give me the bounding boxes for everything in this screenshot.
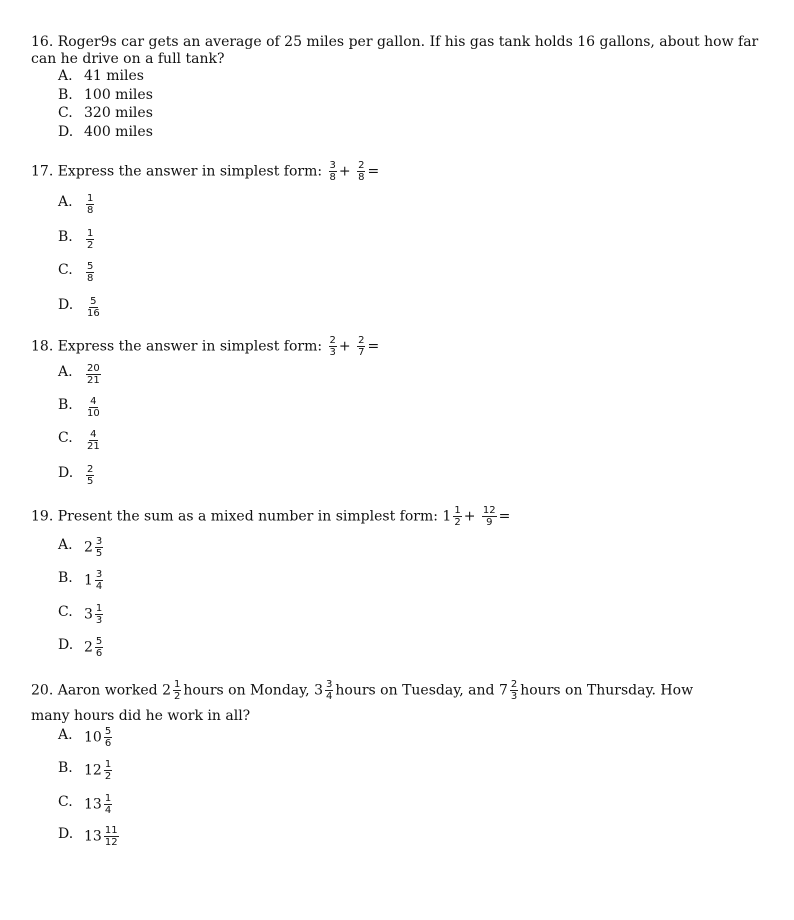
option-letter: A.	[58, 194, 73, 210]
option-letter: D.	[58, 124, 74, 140]
option-letter: A.	[58, 364, 73, 380]
q16-option-c[interactable]	[58, 104, 153, 122]
option-text: 100 miles	[84, 87, 153, 103]
fraction: $\frac{1}{2}$	[104, 759, 112, 782]
question-16-text-cont: can he drive on a full tank?	[31, 51, 225, 67]
fraction: $\frac{1}{2}$	[87, 228, 94, 251]
option-letter: B.	[58, 229, 73, 245]
option-letter: B.	[58, 397, 73, 413]
question-20-text-cont: many hours did he work in all?	[31, 708, 251, 724]
option-letter: D.	[58, 637, 74, 653]
question-19: 19. Present the sum as a mixed number in simplest form: 1 $\frac{1}{2}$ + $\frac{12}{9}$ =	[31, 505, 511, 528]
fraction: $\frac{1}{2}$	[173, 679, 181, 702]
fraction: $\frac{4}{10}$	[87, 396, 100, 419]
fraction: $\frac{5}{6}$	[104, 726, 112, 749]
fraction: $\frac{3}{5}$	[95, 536, 103, 559]
option-letter: B.	[58, 570, 73, 586]
q17-option-c[interactable]	[58, 261, 94, 284]
question-16-text: 16. Roger9s car gets an average of 25 miles per gallon. If his gas tank holds 16 gallons, about how far	[31, 34, 759, 50]
q16-option-d[interactable]	[58, 123, 153, 141]
fraction: $\frac{12}{9}$	[482, 505, 496, 528]
fraction: $\frac{2}{3}$	[510, 679, 518, 702]
fraction: $\frac{5}{8}$	[87, 261, 94, 284]
fraction: $\frac{1}{2}$	[454, 505, 461, 528]
fraction: $\frac{3}{4}$	[326, 679, 333, 702]
question-19-prompt: 19. Present the sum as a mixed number in simplest form:	[31, 508, 438, 525]
option-letter: A.	[58, 68, 73, 84]
q19-option-b[interactable]: B. 1 $\frac{3}{4}$	[58, 569, 103, 592]
option-letter: C.	[58, 262, 73, 278]
q16-option-b[interactable]	[58, 86, 153, 104]
q19-option-c[interactable]: C. 3 $\frac{1}{3}$	[58, 603, 103, 626]
fraction: $\frac{20}{21}$	[87, 363, 100, 386]
option-text: 320 miles	[84, 105, 153, 121]
fraction: $\frac{3}{8}$	[329, 160, 336, 183]
option-letter: C.	[58, 105, 73, 121]
q20-option-a[interactable]: A. 10 $\frac{5}{6}$	[58, 726, 112, 749]
fraction: $\frac{2}{5}$	[87, 464, 94, 487]
option-letter: A.	[58, 537, 73, 553]
fraction: $\frac{3}{4}$	[95, 569, 103, 592]
option-letter: D.	[58, 826, 74, 842]
question-20: 20. Aaron worked 2 $\frac{1}{2}$ hours on Monday, 3 $\frac{3}{4}$ hours on Tuesday, and 7 $\frac{2}{3}$ hours on Thursday. How	[31, 679, 694, 702]
q17-option-b[interactable]	[58, 228, 94, 251]
question-17-prompt: 17. Express the answer in simplest form:	[31, 163, 323, 180]
option-letter: A.	[58, 727, 73, 743]
option-letter: D.	[58, 297, 74, 313]
fraction: $\frac{11}{12}$	[104, 825, 118, 848]
q18-option-a[interactable]	[58, 363, 100, 386]
q20-option-d[interactable]: D. 13 $\frac{11}{12}$	[58, 825, 118, 848]
question-17: 17. Express the answer in simplest form: $\frac{3}{8}$ + $\frac{2}{8}$ =	[31, 160, 380, 183]
q20-option-b[interactable]: B. 12 $\frac{1}{2}$	[58, 759, 112, 782]
q17-option-a[interactable]	[58, 193, 94, 216]
option-letter: C.	[58, 794, 73, 810]
option-letter: C.	[58, 604, 73, 620]
fraction: $\frac{2}{3}$	[329, 335, 336, 358]
fraction: $\frac{1}{3}$	[95, 603, 103, 626]
fraction: $\frac{4}{21}$	[87, 429, 100, 452]
q18-option-d[interactable]	[58, 464, 94, 487]
q18-option-c[interactable]	[58, 429, 100, 452]
question-18-prompt: 18. Express the answer in simplest form:	[31, 338, 323, 355]
option-letter: B.	[58, 87, 73, 103]
fraction: $\frac{5}{6}$	[95, 636, 103, 659]
q17-option-d[interactable]	[58, 296, 100, 319]
question-18: 18. Express the answer in simplest form: $\frac{2}{3}$ + $\frac{2}{7}$ =	[31, 335, 380, 358]
fraction: $\frac{1}{8}$	[87, 193, 94, 216]
q20-option-c[interactable]: C. 13 $\frac{1}{4}$	[58, 793, 112, 816]
option-text: 400 miles	[84, 124, 153, 140]
q16-option-a[interactable]	[58, 67, 144, 85]
fraction: $\frac{1}{4}$	[104, 793, 112, 816]
q18-option-b[interactable]	[58, 396, 100, 419]
q19-option-d[interactable]: D. 2 $\frac{5}{6}$	[58, 636, 103, 659]
option-letter: B.	[58, 760, 73, 776]
fraction: $\frac{2}{8}$	[358, 160, 365, 183]
fraction: $\frac{5}{16}$	[87, 296, 100, 319]
q19-option-a[interactable]: A. 2 $\frac{3}{5}$	[58, 536, 103, 559]
fraction: $\frac{2}{7}$	[358, 335, 365, 358]
option-letter: C.	[58, 430, 73, 446]
option-text: 41 miles	[84, 68, 144, 84]
option-letter: D.	[58, 465, 74, 481]
